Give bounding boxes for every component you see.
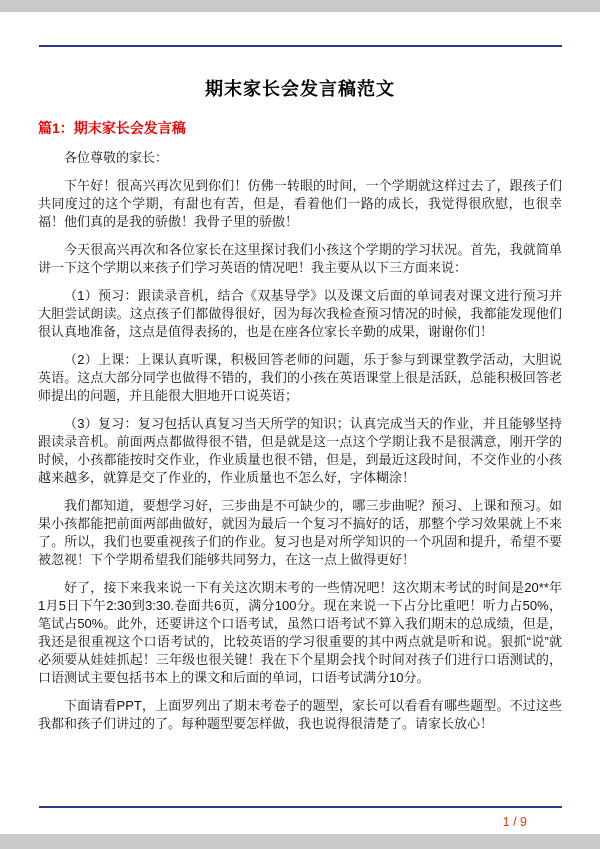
paragraph-ppt-note: 下面请看PPT，上面罗列出了期末考卷子的题型，家长可以看看有哪些题型。不过这些我都和孩子们讲过的了。每种题型要怎样做，我也说得很清楚了。请家长放心！ [38,698,562,731]
section-heading: 篇1：期末家长会发言稿 [38,120,186,136]
paragraph-point-2: （2）上课：上课认真听课，积极回答老师的问题，乐于参与到课堂教学活动，大胆说英语。这点大部分同学也做得不错的，我们的小孩在英语课堂上很是活跃，总能积极回答老师提出的问题，并且能很大胆地开口说英语； [38,352,562,403]
paragraph-summary: 我们都知道，要想学习好，三步曲是不可缺少的，哪三步曲呢？预习、上课和预习。如果小孩都能把前面两部曲做好，就因为最后一个复习不搞好的话，那整个学习效果就上不来了。所以，我们也要重视孩子们的作业。复习也是对所学知识的一个巩固和提升，希望不要被忽视！下个学期希望我们能够共同努力，在这一点上做得更好！ [38,498,562,567]
page-gap-bottom [0,834,600,849]
document-title: 期末家长会发言稿范文 [205,79,395,99]
page-gap-top [0,0,600,12]
paragraph-point-1: （1）预习：跟读录音机，结合《双基导学》以及课文后面的单词表对课文进行预习并大胆尝试朗读。这点孩子们都做得很好，因为每次我检查预习情况的时候，我都能发现他们很认真地准备，这点是值得表扬的，也是在座各位家长辛勤的成果，谢谢你们！ [38,288,562,339]
paragraph-exam-info: 好了，接下来我来说一下有关这次期末考的一些情况吧！这次期末考试的时间是20**年1月5日下午2:30到3:30.卷面共6页，满分100分。现在来说一下占分比重吧！听力占50%，笔试占50%。此外，还要讲这个口语考试，虽然口语考试不算入我们期末的总成绩，但是，我还是很重视这个口语考试的，比较英语的学习很重要的其中两点就是听和说。狠抓“说”就必须要从娃娃抓起！三年级也很关键！我在下个星期会找个时间对孩子们进行口语测试的，口语测试主要包括书本上的课文和后面的单词，口语考试满分10分。 [38,580,562,685]
header-rule [39,45,562,47]
paragraph-salutation: 各位尊敬的家长： [64,150,169,165]
footer-rule [39,806,562,808]
page-number: 1 / 9 [502,815,527,829]
document-body [38,149,562,743]
paragraph-point-3: （3）复习：复习包括认真复习当天所学的知识；认真完成当天的作业，并且能够坚持跟读录音机。前面两点都做得很不错，但是就是这一点这个学期让我不是很满意，刚开学的时候，小孩都能按时交作业，作业质量也很不错，但是，到最近这段时间，不交作业的小孩越来越多，就算是交了作业的，作业质量也不怎么好，字体糊涂！ [38,416,562,485]
paragraph-intro: 今天很高兴再次和各位家长在这里探讨我们小孩这个学期的学习状况。首先，我就简单讲一下这个学期以来孩子们学习英语的情况吧！我主要从以下三方面来说： [38,242,562,275]
paragraph-opening: 下午好！很高兴再次见到你们！仿佛一转眼的时间，一个学期就这样过去了，跟孩子们共同度过的这个学期，有甜也有苦，但是，看着他们一路的成长，我觉得很欣慰，也很幸福！他们真的是我的骄傲！我骨子里的骄傲！ [38,178,562,229]
